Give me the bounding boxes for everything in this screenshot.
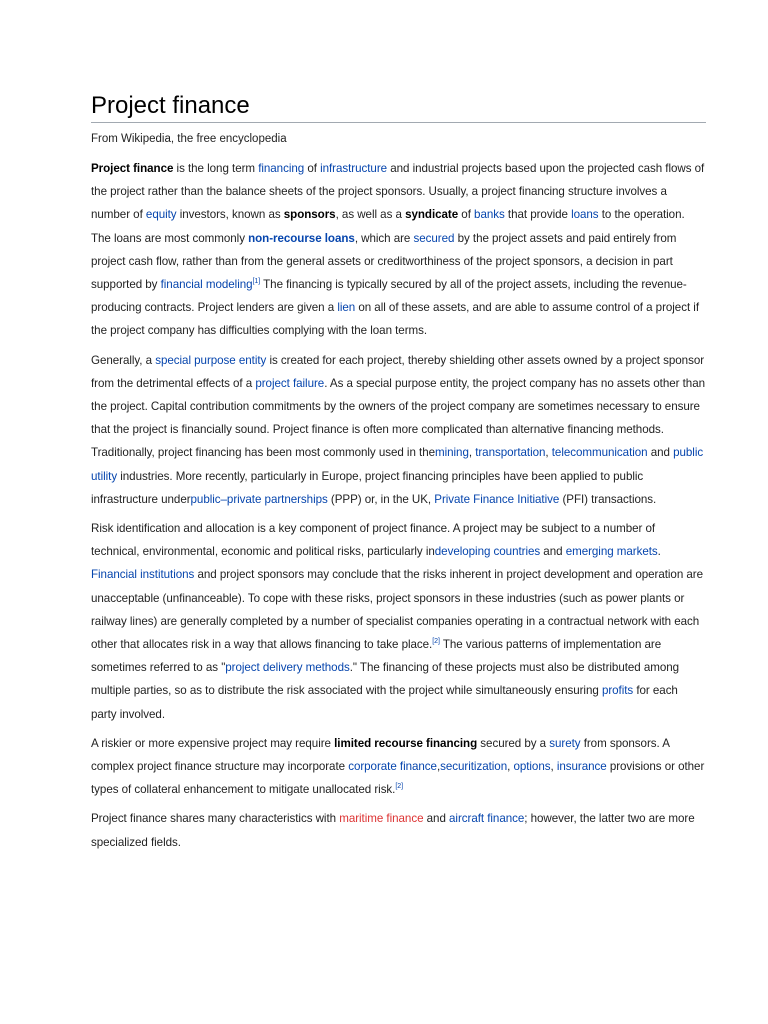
paragraph-text: The financing is typically secured by all of the project assets, including the revenue-producing contracts. Project lenders are given a — [91, 278, 687, 315]
paragraph-text: on all of these assets, and are able to assume control of a project if the project company has difficulties complying with the loan terms. — [91, 301, 699, 338]
link-non-recourse-loans[interactable]: non-recourse loans — [248, 231, 355, 245]
paragraph-text: Risk identification and allocation is a key component of project finance. A project may be subject to a number of technical, environmental, economic and political risks, particularly in — [91, 522, 656, 559]
paragraph-text: (PPP) or, in the UK, — [327, 492, 435, 506]
link-transportation[interactable]: transportation — [475, 446, 546, 460]
bold-term: Project finance — [91, 162, 174, 175]
link-financial-modeling[interactable]: financial modeling — [160, 278, 253, 292]
paragraph-text: , — [436, 760, 441, 774]
paragraph-text: and — [647, 446, 674, 460]
paragraph-text: Generally, a — [91, 353, 156, 367]
paragraph-text: . As a special purpose entity, the project company has no assets other than the project. Capital contribution commitments by the owners of the project company are sometimes necessary to ensure that the project is financially sound. Project finance is often more complicated than alternative financing methods. Traditionally, project financing has been most commonly used in the — [91, 376, 705, 460]
paragraph — [91, 732, 706, 802]
link-insurance[interactable]: insurance — [556, 760, 607, 774]
paragraph-text: , — [550, 760, 557, 774]
article — [91, 90, 706, 860]
paragraph-text: , — [545, 446, 552, 460]
paragraph-text: A riskier or more expensive project may require — [91, 736, 335, 750]
link-project-failure[interactable]: project failure — [255, 376, 325, 390]
paragraph-text: , which are — [354, 231, 414, 245]
citation-link[interactable]: [2] — [395, 783, 403, 791]
paragraph-text: provisions or other types of collateral enhancement to mitigate unallocated risk. — [91, 760, 705, 797]
paragraph-text: industries. More recently, particularly in Europe, project financing principles have been applied to public infrastructure under — [91, 469, 644, 506]
link-corporate-finance[interactable]: corporate finance — [348, 760, 437, 774]
paragraph-text: secured by a — [477, 736, 550, 750]
link-private-finance-initiative[interactable]: Private Finance Initiative — [434, 492, 560, 506]
site-tagline: From Wikipedia, the free encyclopedia — [91, 133, 287, 145]
paragraph-text: and — [540, 545, 566, 559]
link-financial-institutions[interactable]: Financial institutions — [91, 568, 195, 582]
link-special-purpose-entity[interactable]: special purpose entity — [155, 353, 267, 367]
link-equity[interactable]: equity — [145, 208, 177, 222]
link-telecommunication[interactable]: telecommunication — [551, 446, 648, 460]
paragraph — [91, 349, 706, 511]
paragraph-text: from sponsors. A complex project finance structure may incorporate — [91, 736, 670, 774]
paragraph-text: (PFI) transactions. — [559, 492, 657, 506]
page-title: Project finance — [91, 90, 706, 123]
paragraph-text: and project sponsors may conclude that the risks inherent in project development and operation are unacceptable (unfinanceable). To cope with these risks, project sponsors in these industries (such as power plants or railway lines) are generally completed by a number of specialist companies operating in a contractual network with each other that allocates risk in a way that allows financing to take place. — [91, 568, 703, 652]
paragraph-text: of — [304, 162, 321, 175]
citation-link[interactable]: [1] — [252, 278, 261, 286]
paragraph-text: , as well as a — [335, 208, 406, 222]
paragraph-text: The various patterns of implementation are sometimes referred to as " — [91, 638, 662, 675]
link-infrastructure[interactable]: infrastructure — [320, 162, 388, 175]
paragraph-text: is created for each project, thereby shielding other assets owned by a project sponsor from the detrimental effects of a — [91, 353, 705, 390]
paragraph-text: by the project assets and paid entirely from project cash flow, rather than from the general assets or creditworthiness of the project sponsors, a decision in part supported by — [91, 231, 677, 292]
link-securitization[interactable]: securitization — [440, 760, 508, 774]
link-profits[interactable]: profits — [601, 684, 634, 698]
paragraph-text: ; however, the latter two are more specialized fields. — [91, 812, 695, 849]
article-body — [91, 157, 706, 854]
link-mining[interactable]: mining — [435, 446, 469, 460]
bold-term: syndicate — [405, 208, 459, 222]
paragraph-text: of — [458, 208, 475, 222]
link-public-utility[interactable]: public utility — [91, 446, 704, 483]
link-options[interactable]: options — [513, 760, 551, 774]
paragraph — [91, 157, 706, 343]
citation — [432, 638, 440, 645]
paragraph-text: that provide — [504, 208, 572, 222]
bold-term: sponsors — [283, 208, 336, 222]
link-financing[interactable]: financing — [258, 162, 305, 175]
paragraph-text: and — [423, 812, 450, 826]
paragraph-text: to the operation. The loans are most commonly — [91, 208, 685, 245]
paragraph-text: . — [657, 545, 661, 559]
link-banks[interactable]: banks — [474, 208, 505, 222]
bold-term: limited recourse financing — [334, 736, 478, 750]
link-maritime-finance[interactable]: maritime finance — [339, 812, 424, 826]
paragraph-text: , — [507, 760, 514, 774]
paragraph-text: is the long term — [173, 162, 259, 175]
paragraph-text: for each party involved. — [91, 684, 678, 721]
link-developing-countries[interactable]: developing countries — [434, 545, 541, 559]
paragraph — [91, 807, 706, 853]
link-project-delivery-methods[interactable]: project delivery methods — [225, 661, 350, 675]
link-surety[interactable]: surety — [549, 736, 581, 750]
citation — [395, 783, 403, 790]
paragraph-text: ." The financing of these projects must also be distributed among multiple parties, so as to distribute the risk associated with the project while simultaneously ensuring — [91, 661, 680, 698]
link-public-private-partnerships[interactable]: public–private partnerships — [190, 492, 328, 506]
link-aircraft-finance[interactable]: aircraft finance — [449, 812, 525, 826]
link-lien[interactable]: lien — [337, 301, 356, 315]
paragraph-text: Project finance shares many characteristics with — [91, 812, 340, 826]
link-loans[interactable]: loans — [571, 208, 599, 222]
link-emerging-markets[interactable]: emerging markets — [565, 545, 658, 559]
paragraph-text: , — [468, 446, 476, 460]
citation-link[interactable]: [2] — [432, 638, 440, 646]
paragraph — [91, 517, 706, 726]
paragraph-text: and industrial projects based upon the projected cash flows of the project rather than the balance sheets of the project sponsors. Usually, a project financing structure involves a number of — [91, 162, 705, 222]
paragraph-text: investors, known as — [176, 208, 284, 222]
link-secured[interactable]: secured — [413, 231, 455, 245]
